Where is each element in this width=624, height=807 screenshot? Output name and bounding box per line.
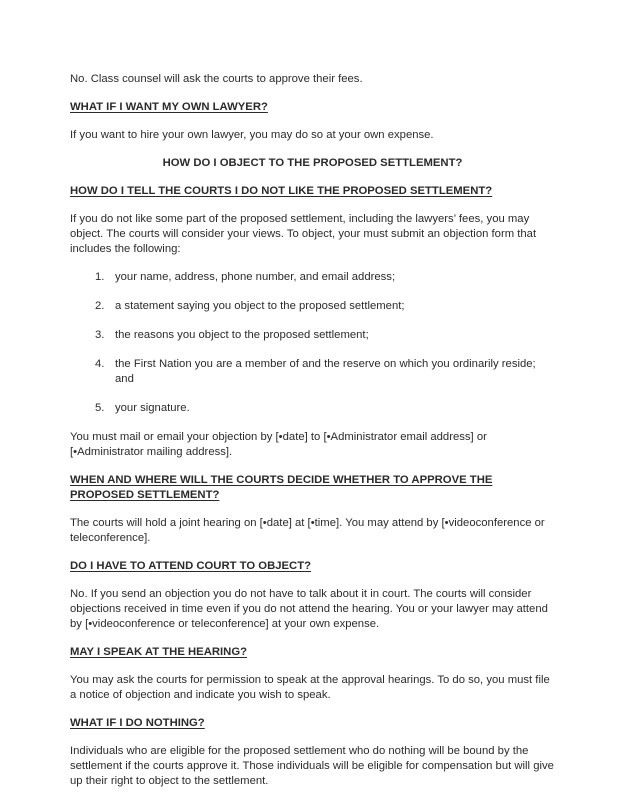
list-item-number: 2. [95, 300, 105, 312]
list-item [70, 270, 555, 285]
heading-attend-court: DO I HAVE TO ATTEND COURT TO OBJECT? [70, 560, 312, 572]
paragraph-hire-lawyer: If you want to hire your own lawyer, you may do so at your own expense. [70, 129, 434, 141]
list-item [70, 299, 555, 314]
list-item-text: the reasons you object to the proposed settlement; [115, 329, 369, 341]
list-item-text: your name, address, phone number, and email address; [115, 271, 396, 283]
heading-tell-courts: HOW DO I TELL THE COURTS I DO NOT LIKE THE PROPOSED SETTLEMENT? [70, 185, 493, 197]
list-item-text: your signature. [115, 402, 190, 414]
paragraph-object-intro: If you do not like some part of the proposed settlement, including the lawyers’ fees, you may object. The courts will consider your views. To object, your must submit an objection form that includes the following: [70, 213, 537, 255]
list-item-text: the First Nation you are a member of and the reserve on which you ordinarily reside; and [115, 358, 536, 385]
paragraph-no-attend: No. If you send an objection you do not have to talk about it in court. The courts will consider objections received in time even if you do not attend the hearing. You or your lawyer may attend by [•videoconference or teleconference] at your own expense. [70, 588, 548, 630]
list-item [70, 328, 555, 343]
list-item-number: 3. [95, 329, 105, 341]
list-item [70, 357, 555, 387]
heading-speak-hearing: MAY I SPEAK AT THE HEARING? [70, 646, 248, 658]
list-item [70, 401, 555, 416]
heading-how-object: HOW DO I OBJECT TO THE PROPOSED SETTLEMENT? [162, 157, 463, 169]
paragraph-counsel-fees: No. Class counsel will ask the courts to approve their fees. [70, 73, 363, 85]
heading-own-lawyer: WHAT IF I WANT MY OWN LAWYER? [70, 101, 268, 113]
paragraph-do-nothing: Individuals who are eligible for the proposed settlement who do nothing will be bound by the settlement if the courts approve it. Those individuals will be eligible for compensation but will give up their right to object to the settlement. [70, 745, 554, 787]
list-item-text: a statement saying you object to the proposed settlement; [115, 300, 405, 312]
paragraph-mail-objection: You must mail or email your objection by [•date] to [•Administrator email address] or [•Administrator mailing address]. [70, 431, 487, 458]
heading-when-where: WHEN AND WHERE WILL THE COURTS DECIDE WHETHER TO APPROVE THE PROPOSED SETTLEMENT? [70, 474, 493, 501]
list-item-number: 4. [95, 358, 105, 370]
paragraph-speak-permission: You may ask the courts for permission to speak at the approval hearings. To do so, you must file a notice of objection and indicate you wish to speak. [70, 674, 550, 701]
heading-do-nothing: WHAT IF I DO NOTHING? [70, 717, 205, 729]
paragraph-joint-hearing: The courts will hold a joint hearing on [•date] at [•time]. You may attend by [•videoconference or teleconference]. [70, 517, 545, 544]
list-item-number: 5. [95, 402, 105, 414]
objection-requirements-list [70, 270, 555, 416]
list-item-number: 1. [95, 271, 105, 283]
